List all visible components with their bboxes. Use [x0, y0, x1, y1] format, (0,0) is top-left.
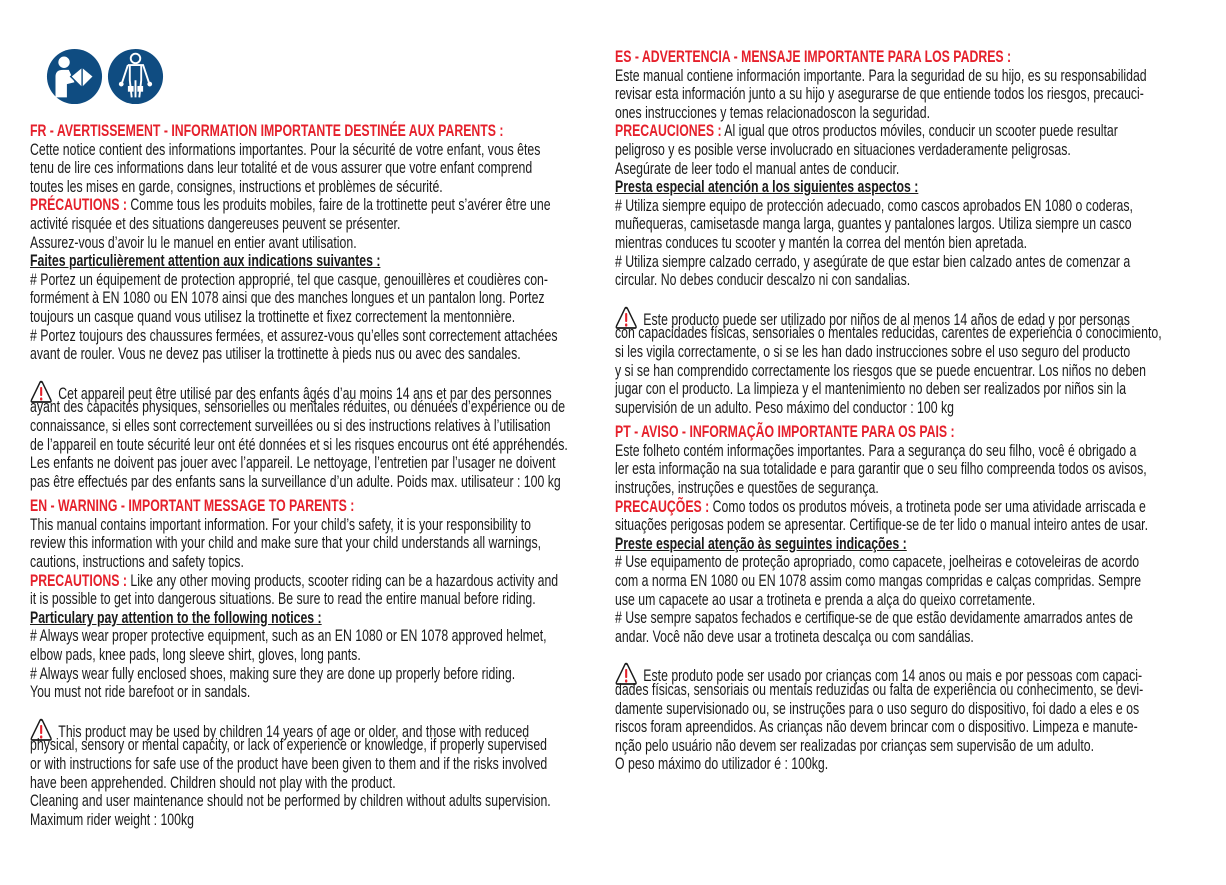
precautions-line: Asegúrate de leer todo el manual antes de conducir.: [615, 159, 900, 178]
notice-line: circular. No debes conducir descalzo ni con sandalias.: [615, 271, 911, 290]
intro-line: Este manual contiene información importante. Para la seguridad de su hijo, es su responsabilidad: [615, 66, 1147, 85]
precautions-line: [615, 498, 1151, 517]
intro-line: ones instrucciones y temas relacionadoscon la seguridad.: [615, 103, 931, 122]
precautions-text: Comme tous les produits mobiles, faire de la trottinette peut s’avérer être une: [126, 196, 551, 215]
notice-line: use um capacete ao usar a trotineta e prenda a alça do queixo corretamente.: [615, 590, 1036, 609]
warning-text: Cet appareil peut être utilisé par des enfants âgés d’au moins 14 ans et par des personnes: [58, 384, 552, 403]
warning-line: si les vigila correctamente, o si se les han dado instrucciones sobre el uso seguro del producto: [615, 342, 1131, 361]
notice-line: # Always wear fully enclosed shoes, making sure they are done up properly before riding.: [30, 664, 516, 683]
notice-line: # Utiliza siempre calzado cerrado, y asegúrate de que estar bien calzado antes de comenzar a: [615, 252, 1131, 271]
precautions-line: activité risquée et des situations dangereuses peuvent se présenter.: [30, 214, 401, 233]
notice-line: formément à EN 1080 ou EN 1078 ainsi que des manches longues et un pantalon long. Portez: [30, 289, 545, 308]
notices-subheading: Preste especial atenção às seguintes indicações :: [615, 534, 907, 553]
read-manual-icon: [46, 48, 103, 105]
precautions-line: situações perigosas podem se apresentar. Certifique-se de ter lido o manual inteiro antes de usar.: [615, 516, 1148, 535]
notices-subheading: Particulary pay attention to the following notices :: [30, 608, 322, 627]
notice-line: avant de rouler. Vous ne devez pas utiliser la trottinette à pieds nus ou avec des sandales.: [30, 345, 521, 364]
precautions-line: Assurez-vous d’avoir lu le manuel en entier avant utilisation.: [30, 233, 357, 252]
intro-line: revisar esta información junto a su hijo y asegurarse de que entiende todos los riesgos, precauci-: [615, 85, 1144, 104]
notice-line: # Portez un équipement de protection approprié, tel que casque, genouillères et coudières con-: [30, 270, 548, 289]
notice-line: com a norma EN 1080 ou EN 1078 assim como mangas compridas e calças compridas. Sempre: [615, 572, 1142, 591]
precautions-label: PRECAUCIONES :: [615, 122, 722, 141]
warning-line: riscos foram apreendidos. As crianças não devem brincar com o dispositivo. Limpeza e manute-: [615, 718, 1138, 737]
warning-line: [615, 306, 1151, 329]
section-heading: ES - ADVERTENCIA - MENSAJE IMPORTANTE PARA LOS PADRES :: [615, 48, 1012, 66]
safety-icons: [46, 48, 164, 105]
warning-text: This product may be used by children 14 years of age or older, and those with reduced: [58, 722, 530, 741]
warning-line: [615, 662, 1151, 686]
intro-line: Este folheto contém informações importantes. Para a segurança do seu filho, você é obrigado a: [615, 441, 1137, 460]
intro-line: This manual contains important information. For your child’s safety, it is your responsibility to: [30, 515, 532, 534]
warning-line: [30, 718, 566, 741]
notice-line: muñequeras, camisetasde manga larga, guantes y pantalones largos. Utiliza siempre un casco: [615, 215, 1132, 234]
right-column: [615, 48, 1226, 774]
intro-line: instruções, instruções e questões de segurança.: [615, 479, 879, 498]
precautions-label: PRECAUÇÕES :: [615, 497, 710, 516]
section-heading: FR - AVERTISSEMENT - INFORMATION IMPORTANTE DESTINÉE AUX PARENTS :: [30, 122, 504, 140]
precautions-line: peligroso y es posible verse involucrado en situaciones verdaderamente peligrosas.: [615, 140, 1071, 159]
intro-line: ler esta informação na sua totalidade e para garantir que o seu filho compreenda todos os avisos,: [615, 460, 1147, 479]
precautions-label: PRÉCAUTIONS :: [30, 196, 127, 215]
intro-line: tenu de lire ces informations dans leur totalité et de vous assurer que votre enfant comprend: [30, 159, 533, 178]
precautions-line: [615, 122, 1151, 141]
precautions-text: Como todos os produtos móveis, a trotineta pode ser uma atividade arriscada e: [709, 497, 1146, 516]
notice-line: toujours un casque quand vous utilisez la trottinette et fixez correctement la mentonnière.: [30, 307, 516, 326]
section-heading: PT - AVISO - INFORMAÇÃO IMPORTANTE PARA OS PAIS :: [615, 423, 955, 442]
warning-line: con capacidades físicas, sensoriales o mentales reducidas, carentes de experiencia o conocimiento,: [615, 324, 1162, 343]
intro-line: review this information with your child and make sure that your child understands all warnings,: [30, 534, 542, 553]
warning-line: supervisión de un adulto. Peso máximo del conductor : 100 kg: [615, 398, 954, 417]
notice-line: mientras conduces tu scooter y mantén la correa del mentón bien apretada.: [615, 233, 1028, 252]
warning-line: nção pelo usuário não devem ser realizadas por crianças sem supervisão de um adulto.: [615, 736, 1094, 755]
precautions-label: PRECAUTIONS :: [30, 571, 127, 590]
notice-line: You must not ride barefoot or in sandals.: [30, 683, 251, 702]
warning-line: ayant des capacités physiques, sensorielles ou mentales réduites, ou dénuées d’expérience ou de: [30, 398, 566, 417]
protective-equipment-icon: [107, 48, 164, 105]
warning-line: physical, sensory or mental capacity, or lack of experience or knowledge, if properly supervised: [30, 736, 547, 755]
warning-line: pas être effectués par des enfants sans la surveillance d’un adulte. Poids max. utilisateur : 100 kg: [30, 472, 561, 491]
warning-line: dades físicas, sensoriais ou mentais reduzidas ou falta de experiência ou conhecimento, se devi-: [615, 681, 1144, 699]
warning-line: O peso máximo do utilizador é : 100kg.: [615, 755, 829, 774]
intro-line: cautions, instructions and safety topics.: [30, 553, 244, 572]
warning-line: Les enfants ne doivent pas jouer avec l’appareil. Le nettoyage, l’entretien par l’usager ne doivent: [30, 454, 556, 473]
notice-line: # Use sempre sapatos fechados e certifique-se de que estão devidamente amarrados antes de: [615, 609, 1133, 628]
warning-line: have been apprehended. Children should not play with the product.: [30, 773, 396, 792]
notice-line: # Utiliza siempre equipo de protección adecuado, como cascos aprobados EN 1080 o coderas,: [615, 196, 1133, 215]
warning-line: jugar con el producto. La limpieza y el mantenimiento no deben ser realizados por niños sin la: [615, 380, 1127, 399]
warning-line: y si se han comprendido correctamente los riesgos que se puede encuentrar. Los niños no deben: [615, 361, 1146, 380]
precautions-line: [30, 196, 566, 215]
intro-line: toutes les mises en garde, consignes, instructions et problèmes de sécurité.: [30, 177, 443, 196]
warning-line: or with instructions for safe use of the product have been given to them and if the risks involved: [30, 755, 548, 773]
notice-line: andar. Você não deve usar a trotineta descalça ou com sandálias.: [615, 627, 974, 646]
precautions-line: it is possible to get into dangerous situations. Be sure to read the entire manual before riding.: [30, 590, 536, 609]
notice-line: # Use equipamento de proteção apropriado, como capacete, joelheiras e cotoveleiras de acordo: [615, 553, 1140, 572]
precautions-text: Al igual que otros productos móviles, conducir un scooter puede resultar: [721, 122, 1118, 141]
section-heading: EN - WARNING - IMPORTANT MESSAGE TO PARENTS :: [30, 497, 355, 516]
intro-line: Cette notice contient des informations importantes. Pour la sécurité de votre enfant, vous êtes: [30, 140, 541, 159]
warning-text: Este produto pode ser usado por crianças com 14 anos ou mais e por pessoas com capaci-: [643, 667, 1143, 686]
notice-line: elbow pads, knee pads, long sleeve shirt, gloves, long pants.: [30, 646, 361, 665]
notice-line: # Always wear proper protective equipment, such as an EN 1080 or EN 1078 approved helmet,: [30, 627, 547, 646]
warning-line: connaissance, si elles sont correctement surveillées ou si des instructions relatives à l’utilisation: [30, 416, 551, 435]
warning-line: damente supervisionado ou, se instruções para o uso seguro do dispositivo, foi dado a eles e os: [615, 699, 1140, 718]
notice-line: # Portez toujours des chaussures fermées, et assurez-vous qu’elles sont correctement attachées: [30, 326, 558, 345]
notices-subheading: Presta especial atención a los siguientes aspectos :: [615, 178, 919, 197]
warning-line: Maximum rider weight : 100kg: [30, 810, 194, 829]
warning-line: [30, 380, 566, 403]
precautions-line: [30, 572, 566, 591]
precautions-text: Like any other moving products, scooter riding can be a hazardous activity and: [126, 571, 559, 590]
warning-line: de l’appareil en toute sécurité leur ont été données et si les risques encourus ont été appréhendés.: [30, 435, 568, 454]
warning-line: Cleaning and user maintenance should not be performed by children without adults supervision.: [30, 792, 551, 811]
warning-text: Este producto puede ser utilizado por niños de al menos 14 años de edad y por personas: [643, 310, 1130, 329]
notices-subheading: Faites particulièrement attention aux indications suivantes :: [30, 252, 381, 271]
